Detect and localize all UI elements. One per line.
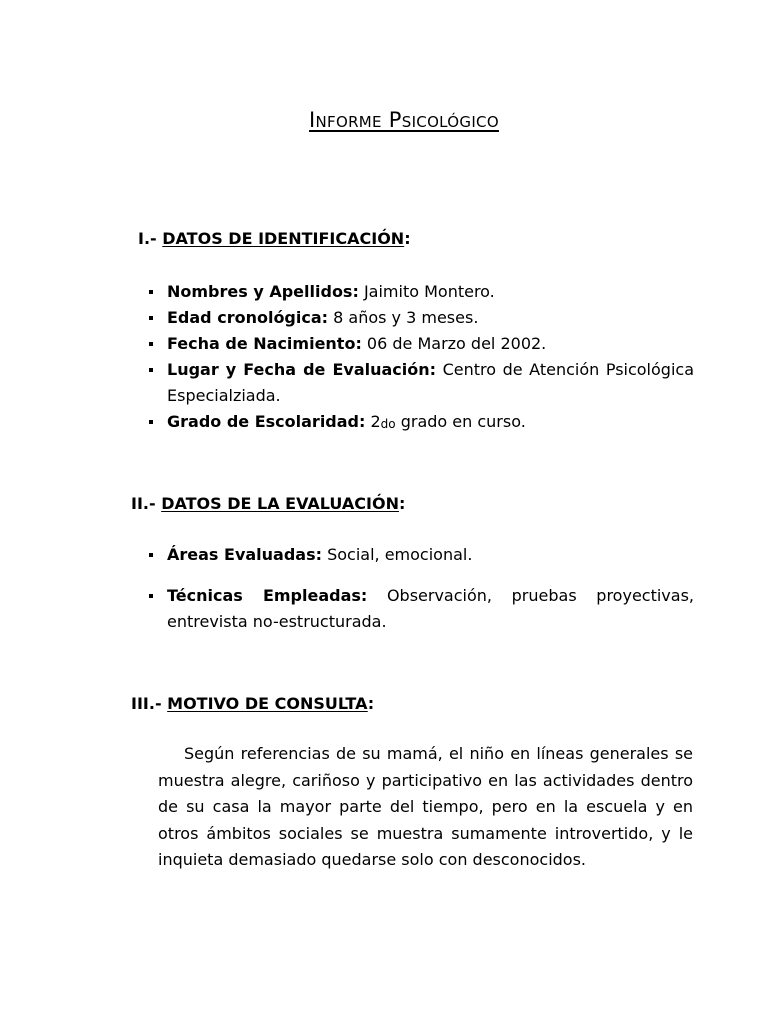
bullet-square-icon: [149, 342, 153, 346]
field-value: Social, emocional.: [322, 545, 473, 564]
consulta-paragraph: Según referencias de su mamá, el niño en líneas generales se muestra alegre, cariñoso y participativo en las actividades dentro de su casa la mayor parte del tiempo, pero en la escuela y en otros ámbitos sociales se muestra sumamente introvertido, y le inquieta demasiado quedarse solo con desconocidos.: [158, 744, 693, 869]
list-item-grado: [148, 409, 694, 437]
bullet-square-icon: [149, 594, 153, 598]
field-value-number: 2: [365, 412, 381, 431]
section-colon: :: [404, 229, 411, 248]
field-label: Técnicas Empleadas:: [167, 586, 368, 605]
field-value: Observación, pruebas proyectivas, entrevista no-estructurada.: [167, 586, 694, 631]
section-title: MOTIVO DE CONSULTA: [167, 694, 368, 713]
section-colon: :: [367, 694, 375, 713]
section-numeral: III.-: [131, 694, 162, 713]
field-value: Jaimito Montero.: [358, 282, 495, 301]
bullet-square-icon: [149, 420, 153, 424]
field-label: Grado de Escolaridad:: [167, 412, 366, 431]
section-colon: :: [398, 494, 406, 513]
field-label: Edad cronológica:: [167, 308, 329, 327]
section-heading-identificacion: [138, 229, 411, 248]
list-item-lugar-fecha: [148, 357, 694, 409]
list-item-areas: [148, 542, 694, 568]
bullet-square-icon: [149, 316, 153, 320]
field-label: Fecha de Nacimiento:: [167, 334, 362, 353]
field-value: grado en curso.: [395, 412, 526, 431]
field-value: 8 años y 3 meses.: [328, 308, 479, 327]
section-heading-evaluacion: [131, 494, 405, 513]
section-numeral: I.-: [138, 229, 157, 248]
list-item-edad: [148, 305, 694, 331]
field-label: Nombres y Apellidos:: [167, 282, 359, 301]
section-heading-motivo: [131, 694, 374, 713]
field-value-ordinal: do: [380, 417, 396, 431]
section-title: DATOS DE IDENTIFICACIÓN: [162, 229, 405, 248]
field-value: Centro de Atención Psicológica Especialziada.: [167, 360, 694, 405]
bullet-square-icon: [149, 368, 153, 372]
field-value: 06 de Marzo del 2002.: [361, 334, 547, 353]
document-title: Informe Psicológico: [309, 108, 499, 132]
section-title: DATOS DE LA EVALUACIÓN: [161, 494, 399, 513]
evaluation-list: [148, 542, 694, 635]
list-item-fecha-nacimiento: [148, 331, 694, 357]
list-item-nombres: [148, 279, 694, 305]
list-item-tecnicas: [148, 583, 694, 635]
section-numeral: II.-: [131, 494, 156, 513]
field-label: Lugar y Fecha de Evaluación:: [167, 360, 437, 379]
bullet-square-icon: [149, 290, 153, 294]
field-label: Áreas Evaluadas:: [167, 545, 323, 564]
bullet-square-icon: [149, 553, 153, 557]
identification-list: [148, 279, 694, 437]
